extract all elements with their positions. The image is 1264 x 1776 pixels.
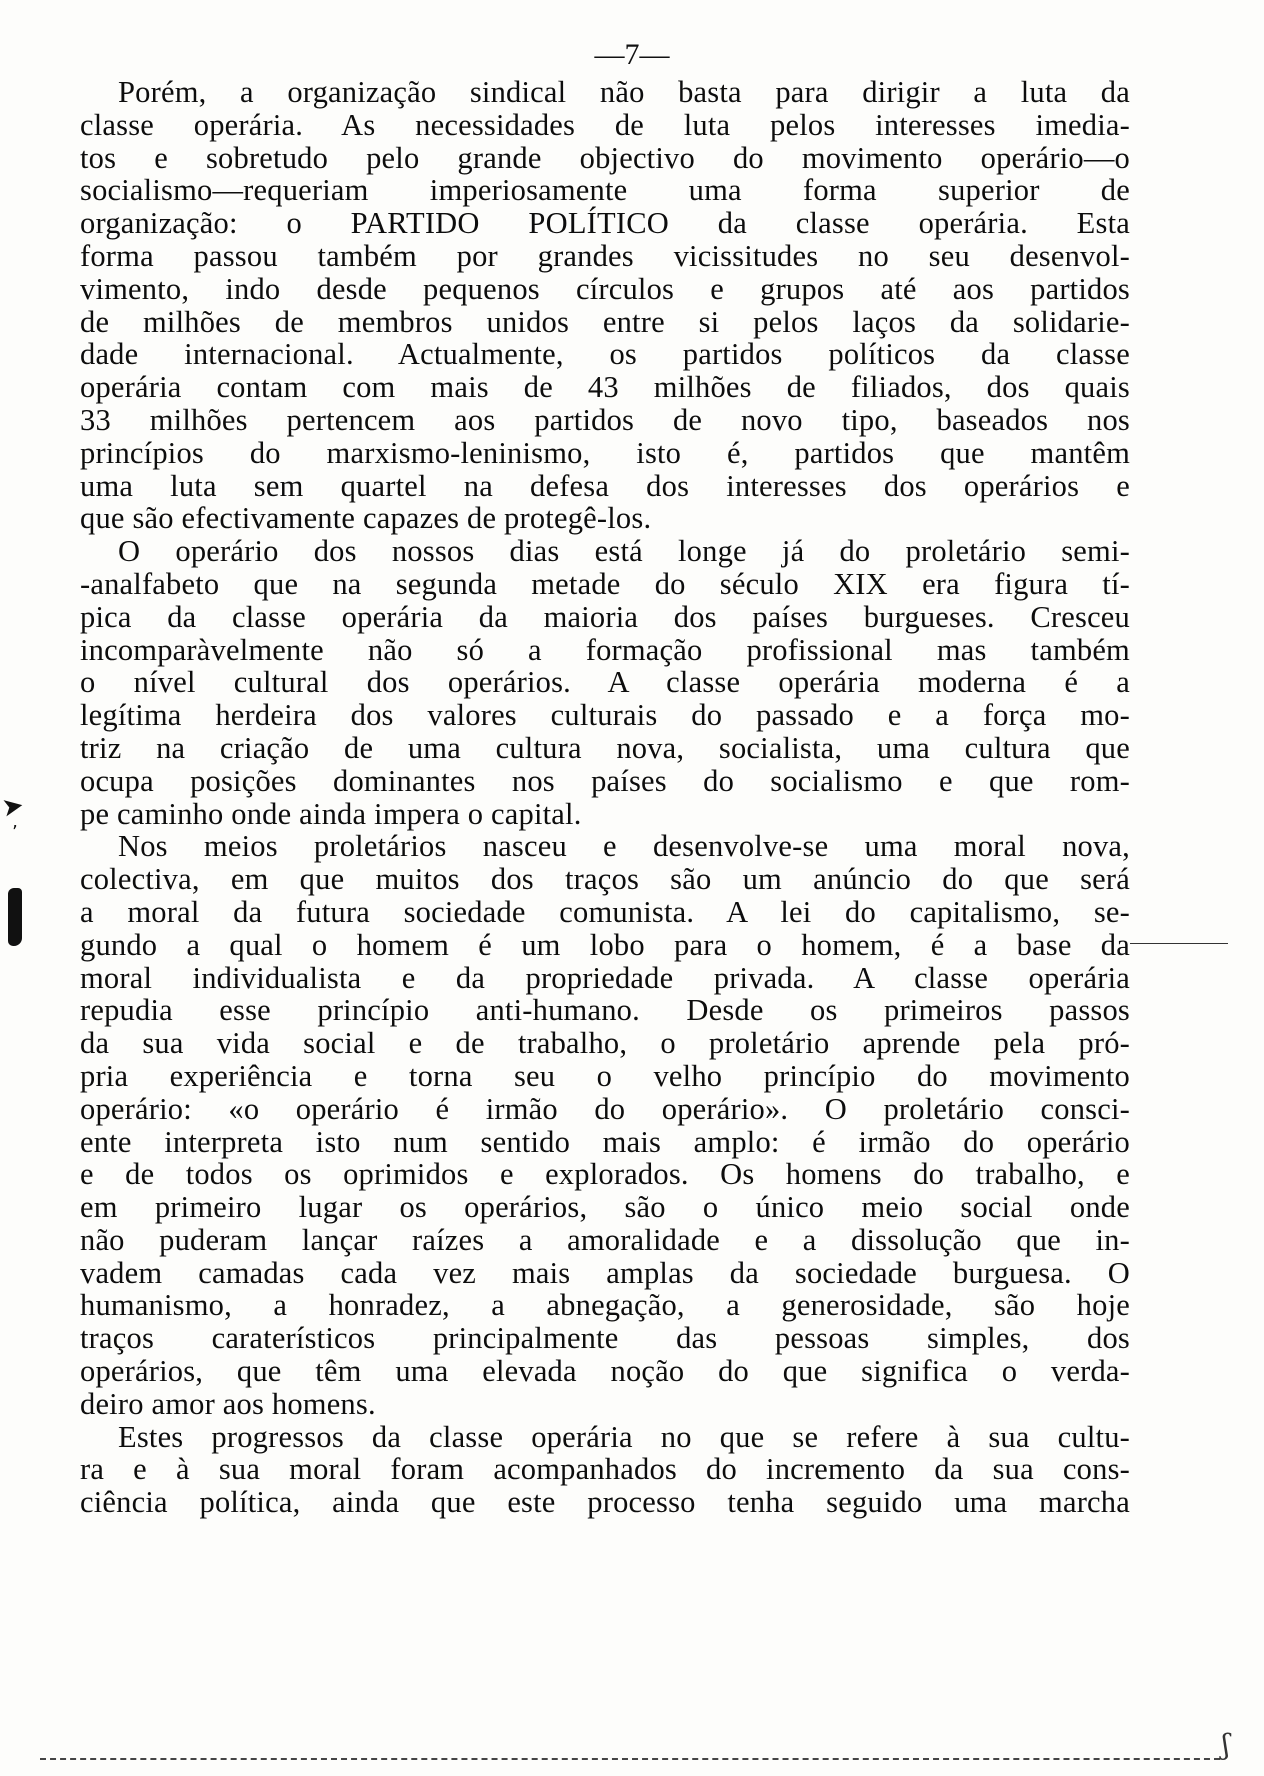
paragraph-3 <box>80 830 1130 1420</box>
text-line: de milhões de membros unidos entre si pelos laços da solidarie- <box>80 304 1130 339</box>
text-line: pica da classe operária da maioria dos países burgueses. Cresceu <box>80 599 1130 634</box>
text-line: não puderam lançar raízes a amoralidade e a dissolução que in- <box>80 1222 1130 1257</box>
text-line: que são efectivamente capazes de protegê-los. <box>80 501 652 536</box>
stray-pen-line <box>1130 943 1228 944</box>
ink-blot-mark <box>8 888 22 946</box>
text-line: moral individualista e da propriedade privada. A classe operária <box>80 960 1130 995</box>
text-line: Nos meios proletários nasceu e desenvolve-se uma moral nova, <box>118 829 1130 864</box>
text-line: operários, que têm uma elevada noção do que significa o verda- <box>80 1354 1130 1389</box>
corner-pen-mark: ʃ <box>1222 1728 1230 1761</box>
text-line: repudia esse princípio anti-humano. Desde os primeiros passos <box>80 993 1130 1028</box>
text-line: operário: «o operário é irmão do operário». O proletário consci- <box>80 1091 1130 1126</box>
paragraph-1 <box>80 76 1130 535</box>
text-line: -analfabeto que na segunda metade do século XIX era figura tí- <box>80 566 1130 601</box>
text-line: Estes progressos da classe operária no que se refere à sua cultu- <box>118 1419 1130 1454</box>
body-text <box>80 76 1130 1519</box>
page-number: —7— <box>594 38 670 71</box>
bottom-scan-edge <box>40 1758 1220 1760</box>
text-line: operária contam com mais de 43 milhões de filiados, dos quais <box>80 370 1130 405</box>
text-line: uma luta sem quartel na defesa dos interesses dos operários e <box>80 468 1130 503</box>
text-line: deiro amor aos homens. <box>80 1386 376 1421</box>
text-line: ocupa posições dominantes nos países do socialismo e que rom- <box>80 763 1130 798</box>
text-line: forma passou também por grandes vicissitudes no seu desenvol- <box>80 238 1130 273</box>
paragraph-4 <box>80 1421 1130 1519</box>
text-line: triz na criação de uma cultura nova, socialista, uma cultura que <box>80 730 1130 765</box>
margin-tick-mark: ’ <box>12 822 18 843</box>
margin-arrow-mark: ➤ <box>0 790 27 824</box>
text-line: organização: o PARTIDO POLÍTICO da classe operária. Esta <box>80 206 1130 241</box>
text-line: colectiva, em que muitos dos traços são um anúncio do que será <box>80 862 1130 897</box>
text-line: em primeiro lugar os operários, são o único meio social onde <box>80 1190 1130 1225</box>
text-line: traços caraterísticos principalmente das pessoas simples, dos <box>80 1321 1130 1356</box>
text-line: legítima herdeira dos valores culturais do passado e a força mo- <box>80 698 1130 733</box>
text-line: Porém, a organização sindical não basta para dirigir a luta da <box>118 75 1130 109</box>
text-line: o nível cultural dos operários. A classe operária moderna é a <box>80 665 1130 700</box>
text-line: a moral da futura sociedade comunista. A lei do capitalismo, se- <box>80 894 1130 929</box>
text-line: 33 milhões pertencem aos partidos de novo tipo, baseados nos <box>80 402 1130 437</box>
text-line: incomparàvelmente não só a formação profissional mas também <box>80 632 1130 667</box>
text-line: e de todos os oprimidos e explorados. Os homens do trabalho, e <box>80 1157 1130 1192</box>
text-line: ente interpreta isto num sentido mais amplo: é irmão do operário <box>80 1124 1130 1159</box>
text-line: O operário dos nossos dias está longe já do proletário semi- <box>118 534 1130 569</box>
text-line: vadem camadas cada vez mais amplas da sociedade burguesa. O <box>80 1255 1130 1290</box>
text-line: pria experiência e torna seu o velho princípio do movimento <box>80 1058 1130 1093</box>
text-line: dade internacional. Actualmente, os partidos políticos da classe <box>80 337 1130 372</box>
text-line: socialismo—requeriam imperiosamente uma forma superior de <box>80 173 1130 208</box>
text-line: da sua vida social e de trabalho, o proletário aprende pela pró- <box>80 1026 1130 1061</box>
text-line: ciência política, ainda que este processo tenha seguido uma marcha <box>80 1485 1130 1520</box>
paragraph-2 <box>80 535 1130 830</box>
text-line: tos e sobretudo pelo grande objectivo do movimento operário—o <box>80 140 1130 175</box>
text-line: gundo a qual o homem é um lobo para o homem, é a base da <box>80 927 1130 962</box>
text-line: classe operária. As necessidades de luta pelos interesses imedia- <box>80 107 1130 142</box>
text-line: pe caminho onde ainda impera o capital. <box>80 796 582 831</box>
text-line: princípios do marxismo-leninismo, isto é, partidos que mantêm <box>80 435 1130 470</box>
text-line: ra e à sua moral foram acompanhados do incremento da sua cons- <box>80 1452 1130 1487</box>
text-line: humanismo, a honradez, a abnegação, a generosidade, são hoje <box>80 1288 1130 1323</box>
text-line: vimento, indo desde pequenos círculos e grupos até aos partidos <box>80 271 1130 306</box>
